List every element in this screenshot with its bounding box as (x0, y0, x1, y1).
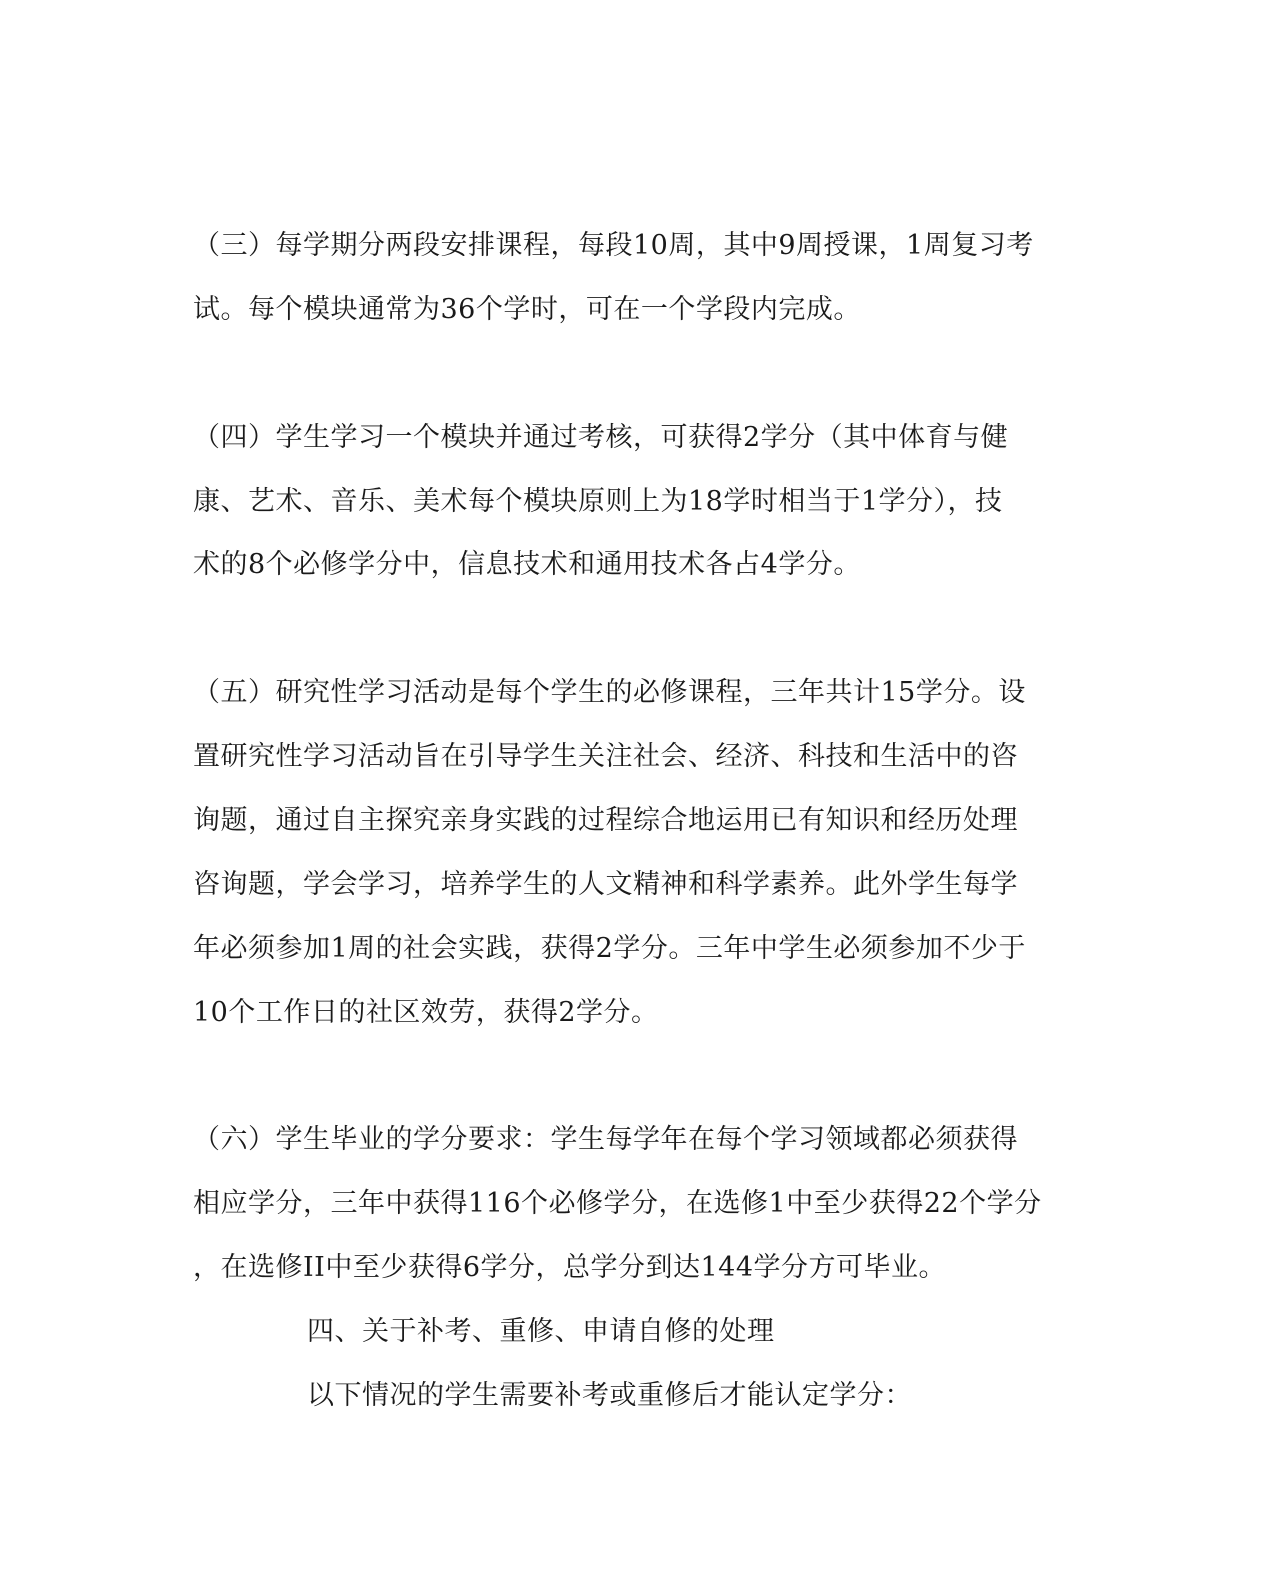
paragraph-3-line-1: （三）每学期分两段安排课程，每段10周，其中9周授课，1周复习考 (193, 230, 1034, 261)
paragraph-6-line-3: ，在选修II中至少获得6学分，总学分到达144学分方可毕业。 (193, 1252, 947, 1283)
paragraph-5-line-1: （五）研究性学习活动是每个学生的必修课程，三年共计15学分。设 (193, 677, 1026, 708)
paragraph-3-line-2: 试。每个模块通常为36个学时，可在一个学段内完成。 (193, 294, 861, 325)
paragraph-4-line-2: 康、艺术、音乐、美术每个模块原则上为18学时相当于1学分），技 (193, 486, 1003, 517)
paragraph-5-line-5: 年必须参加1周的社会实践，获得2学分。三年中学生必须参加不少于 (193, 933, 1026, 964)
paragraph-5-line-4: 咨询题，学会学习，培养学生的人文精神和科学素养。此外学生每学 (193, 869, 1018, 900)
paragraph-5-line-6: 10个工作日的社区效劳，获得2学分。 (193, 997, 659, 1028)
section-heading: 四、关于补考、重修、申请自修的处理 (307, 1316, 775, 1347)
paragraph-4-line-3: 术的8个必修学分中，信息技术和通用技术各占4学分。 (193, 549, 861, 580)
paragraph-5-line-2: 置研究性学习活动旨在引导学生关注社会、经济、科技和生活中的咨 (193, 741, 1018, 772)
paragraph-6-line-2: 相应学分，三年中获得116个必修学分，在选修1中至少获得22个学分 (193, 1188, 1042, 1219)
paragraph-6-line-1: （六）学生毕业的学分要求：学生每学年在每个学习领域都必须获得 (193, 1124, 1018, 1155)
section-intro: 以下情况的学生需要补考或重修后才能认定学分： (307, 1380, 912, 1411)
paragraph-4-line-1: （四）学生学习一个模块并通过考核，可获得2学分（其中体育与健 (193, 422, 1009, 453)
paragraph-5-line-3: 询题，通过自主探究亲身实践的过程综合地运用已有知识和经历处理 (193, 805, 1018, 836)
